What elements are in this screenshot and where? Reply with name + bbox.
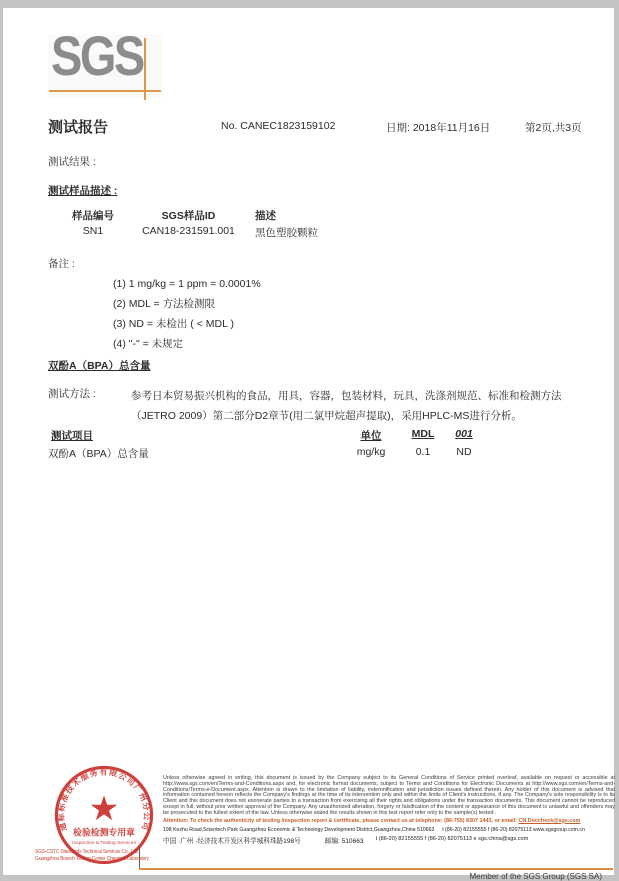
page-title: 测试报告	[48, 119, 109, 136]
doccheck-email-link: CN.Doccheck@sgs.com	[518, 817, 581, 824]
contact-en: t (86-20) 82155555 f (86-20) 82075113 www.sgsgroup.com.cn	[442, 826, 585, 833]
sample-table-header-id: SGS样品ID	[161, 210, 216, 222]
page-number: 第2页,共3页	[525, 122, 582, 134]
lab-company-line1: SGS-CSTC Standards Technical Services Co., Ltd.	[35, 849, 139, 855]
sample-description-heading: 测试样品描述 :	[48, 185, 118, 197]
result-table-cell-unit: mg/kg	[356, 446, 386, 458]
legal-disclaimer-text: Unless otherwise agreed in writing, this document is issued by the Company subject to its General Conditions of Service printed overleaf, available on request or accessible at http://www.sgs.com/en/Terms-and-Conditions.aspx and, for electronic format documents, subject to Terms and Conditions for Electronic Documents at http://www.sgs.com/en/Terms-and-Conditions/Terms-e-Document.aspx. Attention is drawn to the limitation of liability, indemnification and jurisdiction issues defined therein. Any holder of this document is advised that information contained hereon reflects the Company's findings at the time of its intervention only and within the limits of Client's instructions, if any. The Company's sole responsibility is to its Client and this document does not exonerate parties to a transaction from exercising all their rights and obligations under the transaction documents. This document cannot be reproduced except in full, without prior written approval of the Company. Any unauthorized alteration, forgery or falsification of the content or appearance of this document is unlawful and offenders may be prosecuted to the fullest extent of the law. Unless otherwise stated the results shown in this test report refer only to the sample(s) tested .	[163, 775, 615, 816]
address-row-cn	[163, 835, 615, 845]
stamp-center-line2: Inspection & Testing Services	[72, 840, 136, 846]
note-item: (2) MDL = 方法检测限	[113, 298, 215, 310]
inspection-stamp-icon	[53, 764, 155, 866]
sgs-logo-text: SGS	[51, 24, 143, 87]
stamp-center-line1: 检验检测专用章	[73, 827, 135, 838]
result-table-header-mdl: MDL	[411, 428, 435, 440]
result-table-cell-mdl: 0.1	[415, 446, 431, 458]
attention-notice	[163, 818, 615, 824]
sample-table-cell-sn: SN1	[82, 225, 104, 237]
report-date: 日期: 2018年11月16日	[386, 122, 491, 134]
test-method-text: 参考日本贸易振兴机构的食品，用具，容器，包装材料，玩具，洗涤剂规范、标准和检测方法（JETRO 2009）第二部分D2章节(用二氯甲烷超声提取)，采用HPLC-MS进行分析。	[131, 390, 562, 422]
result-table-cell-item: 双酚A（BPA）总含量	[48, 448, 149, 460]
postcode-cn: 邮编: 510663	[324, 837, 364, 845]
lab-company-line2: Guangzhou Branch Testing Center Chemical Laboratory	[35, 855, 149, 862]
note-item: (3) ND = 未检出 ( < MDL )	[113, 318, 234, 330]
footer-legal-block	[163, 776, 615, 845]
notes-list	[113, 274, 261, 354]
logo-vertical-rule	[144, 38, 146, 100]
footer-orange-rule	[139, 868, 613, 870]
address-en: 198 Kezhu Road,Scientech Park Guangzhou Economic & Technology Development District,Guangzhou,China 510663	[163, 826, 435, 833]
address-cn: 中国 ·广州 ·经济技术开发区科学城科珠路198号	[163, 837, 301, 845]
sgs-member-text: Member of the SGS Group (SGS SA)	[469, 872, 602, 881]
result-table-header-unit: 单位	[360, 430, 382, 442]
result-table-cell-result: ND	[456, 446, 472, 458]
sample-table-cell-desc: 黑色塑胶颗粒	[255, 227, 318, 239]
note-item: (1) 1 mg/kg = 1 ppm = 0.0001%	[113, 278, 261, 290]
sample-table-header-sn: 样品编号	[72, 210, 114, 222]
test-method-label: 测试方法 :	[48, 388, 96, 400]
sample-table-header-desc: 描述	[255, 210, 276, 222]
results-label: 测试结果 :	[48, 156, 96, 168]
report-page	[3, 8, 615, 881]
address-row-en	[163, 827, 615, 833]
stamp-star-icon: ★	[88, 789, 120, 828]
sample-table-cell-id: CAN18-231591.001	[142, 225, 235, 237]
note-item: (4) "-" = 未规定	[113, 338, 184, 350]
result-table-header-sample001: 001	[455, 428, 473, 440]
attention-text: Attention: To check the authenticity of testing /inspection report & certificate, please contact us at telephone: (86-755) 8307 1443, or email:	[163, 817, 519, 824]
stamp-arc-text: 通标标准技术服务有限公司广州分公司	[56, 767, 152, 833]
bpa-section-heading: 双酚A（BPA）总含量	[48, 360, 151, 372]
result-table-header-item: 测试项目	[51, 430, 93, 442]
report-number: No. CANEC1823159102	[221, 120, 336, 132]
contact-cn: t (86-20) 82155555 f (86-20) 82075113 e sgs.china@sgs.com	[375, 835, 529, 842]
notes-label: 备注 :	[48, 258, 75, 270]
